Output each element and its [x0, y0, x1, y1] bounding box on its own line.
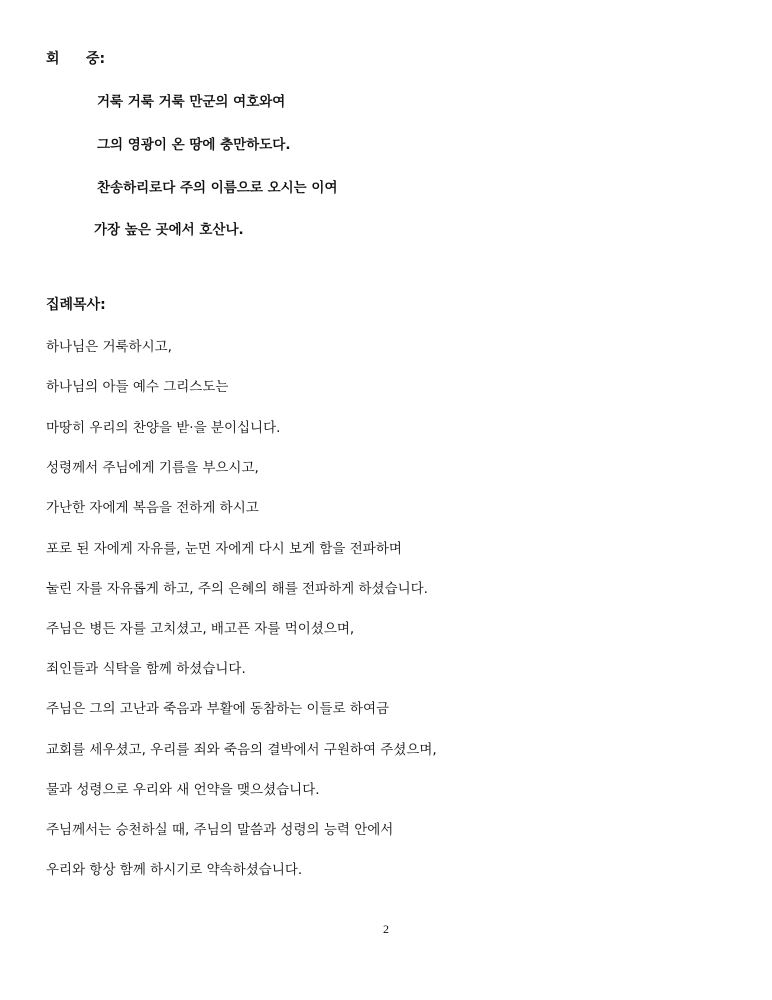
presider-line: 우리와 항상 함께 하시기로 약속하셨습니다.	[46, 862, 303, 878]
presider-line: 가난한 자에게 복음을 전하게 하시고	[46, 500, 259, 516]
presider-line: 마땅히 우리의 찬양을 받·을 분이십니다.	[46, 420, 281, 436]
congregation-line: 거룩 거룩 거룩 만군의 여호와여	[97, 94, 286, 110]
page-number: 2	[383, 922, 389, 936]
presider-line: 하나님은 거룩하시고,	[46, 339, 172, 355]
congregation-label-first: 회	[46, 51, 60, 67]
presider-line: 죄인들과 식탁을 함께 하셨습니다.	[46, 661, 246, 677]
presider-label: 집례목사:	[46, 297, 106, 313]
congregation-line: 그의 영광이 온 땅에 충만하도다.	[97, 137, 291, 153]
presider-line: 주님은 그의 고난과 죽음과 부활에 동참하는 이들로 하여금	[46, 701, 390, 717]
congregation-line: 가장 높은 곳에서 호산나.	[94, 222, 244, 238]
presider-line: 하나님의 아들 예수 그리스도는	[46, 379, 229, 395]
presider-line: 주님은 병든 자를 고치셨고, 배고픈 자를 먹이셨으며,	[46, 621, 355, 637]
presider-line: 눌린 자를 자유롭게 하고, 주의 은혜의 해를 전파하게 하셨습니다.	[46, 581, 428, 597]
presider-line: 주님께서는 승천하실 때, 주님의 말씀과 성령의 능력 안에서	[46, 822, 394, 838]
presider-line: 포로 된 자에게 자유를, 눈먼 자에게 다시 보게 함을 전파하며	[46, 541, 402, 557]
presider-line: 성령께서 주님에게 기름을 부으시고,	[46, 460, 259, 476]
congregation-line: 찬송하리로다 주의 이름으로 오시는 이여	[97, 180, 338, 196]
presider-line: 물과 성령으로 우리와 새 언약을 맺으셨습니다.	[46, 782, 320, 798]
presider-line: 교회를 세우셨고, 우리를 죄와 죽음의 결박에서 구원하여 주셨으며,	[46, 742, 437, 758]
congregation-label-second: 중:	[86, 51, 106, 67]
congregation-label	[46, 50, 166, 68]
